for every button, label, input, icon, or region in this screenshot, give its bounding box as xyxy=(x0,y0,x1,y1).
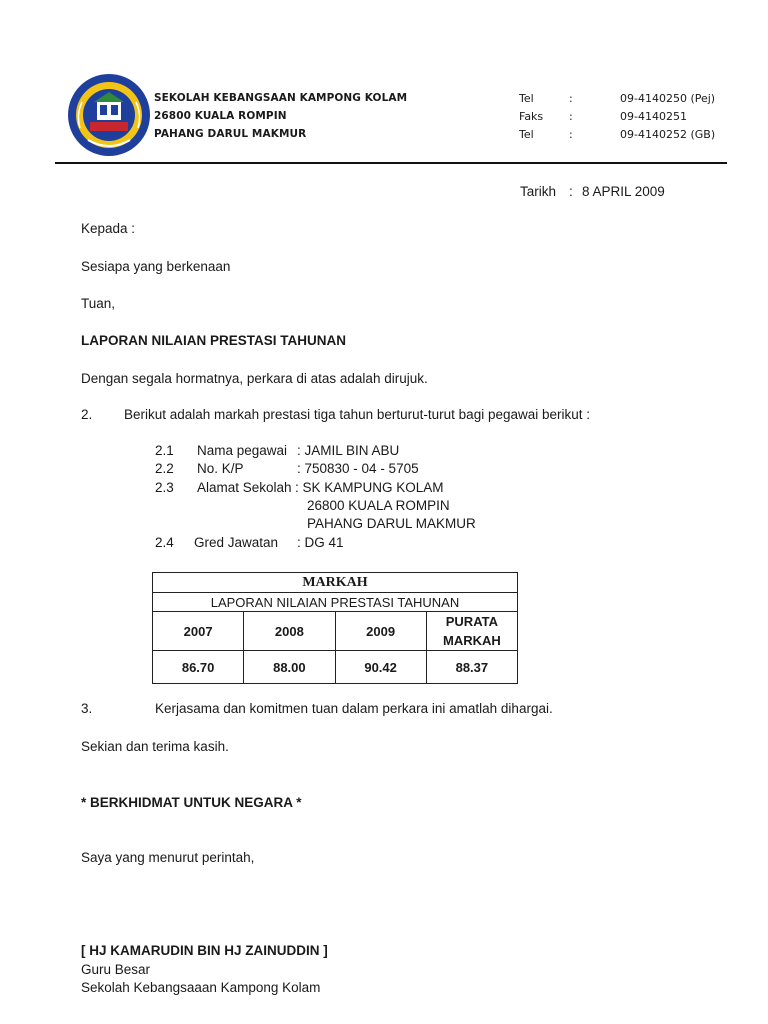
para2-number: 2. xyxy=(81,407,93,422)
contact-value-tel-gb: 09-4140252 (GB) xyxy=(620,128,716,141)
detail-number: 2.2 xyxy=(155,461,174,476)
table-row xyxy=(153,651,518,684)
contact-label-tel-gb: Tel xyxy=(519,128,534,141)
letter-subject: LAPORAN NILAIAN PRESTASI TAHUNAN xyxy=(81,333,346,348)
mark-2007: 86.70 xyxy=(153,651,244,684)
contact-label-fax: Faks xyxy=(519,110,544,123)
signatory-name: [ HJ KAMARUDIN BIN HJ ZAINUDDIN ] xyxy=(81,943,328,958)
para2-text: Berikut adalah markah prestasi tiga tahun berturut-turut bagi pegawai berikut : xyxy=(124,407,591,422)
para3-number: 3. xyxy=(81,701,93,716)
kepada-label: Kepada : xyxy=(81,221,136,236)
school-crest-logo xyxy=(66,72,152,158)
detail-value-name: : JAMIL BIN ABU xyxy=(297,443,400,458)
mark-2008: 88.00 xyxy=(244,651,335,684)
table-subtitle: LAPORAN NILAIAN PRESTASI TAHUNAN xyxy=(153,593,518,612)
contact-value-tel-office: 09-4140250 (Pej) xyxy=(620,92,716,105)
signatory-title: Guru Besar xyxy=(81,962,151,977)
header-year-2007: 2007 xyxy=(153,612,244,651)
salutation: Tuan, xyxy=(81,296,116,311)
table-header-row xyxy=(153,612,518,651)
address-line-2: 26800 KUALA ROMPIN xyxy=(307,498,450,513)
signatory-school: Sekolah Kebangsaaan Kampong Kolam xyxy=(81,980,321,995)
date-label: Tarikh xyxy=(520,184,557,199)
date-sep: : xyxy=(569,184,573,199)
detail-label-grade: Gred Jawatan xyxy=(194,535,279,550)
date-value: 8 APRIL 2009 xyxy=(582,184,665,199)
detail-value-address: : SK KAMPUNG KOLAM xyxy=(295,480,444,495)
contact-label-tel-office: Tel xyxy=(519,92,534,105)
school-postcode-city: 26800 KUALA ROMPIN xyxy=(154,110,287,122)
intro-paragraph: Dengan segala hormatnya, perkara di atas adalah dirujuk. xyxy=(81,371,428,386)
para3-text: Kerjasama dan komitmen tuan dalam perkara ini amatlah dihargai. xyxy=(155,701,553,716)
header-year-2008: 2008 xyxy=(244,612,335,651)
detail-value-grade: : DG 41 xyxy=(297,535,344,550)
contact-sep: : xyxy=(569,128,573,141)
detail-label-ic: No. K/P xyxy=(197,461,244,476)
recipient: Sesiapa yang berkenaan xyxy=(81,259,231,274)
detail-number: 2.4 xyxy=(155,535,174,550)
detail-label-address: Alamat Sekolah xyxy=(197,480,292,495)
header-year-2009: 2009 xyxy=(335,612,426,651)
header-average: PURATA MARKAH xyxy=(426,612,517,651)
detail-number: 2.1 xyxy=(155,443,174,458)
table-title: MARKAH xyxy=(153,573,518,593)
mark-average: 88.37 xyxy=(426,651,517,684)
motto: * BERKHIDMAT UNTUK NEGARA * xyxy=(81,795,302,810)
school-name: SEKOLAH KEBANGSAAN KAMPONG KOLAM xyxy=(154,92,408,104)
sign-off: Saya yang menurut perintah, xyxy=(81,850,255,865)
closing-line: Sekian dan terima kasih. xyxy=(81,739,229,754)
detail-value-ic: : 750830 - 04 - 5705 xyxy=(297,461,419,476)
school-state: PAHANG DARUL MAKMUR xyxy=(154,128,307,140)
contact-value-fax: 09-4140251 xyxy=(620,110,687,123)
marks-table xyxy=(152,572,518,684)
detail-number: 2.3 xyxy=(155,480,174,495)
mark-2009: 90.42 xyxy=(335,651,426,684)
detail-label-name: Nama pegawai xyxy=(197,443,288,458)
contact-sep: : xyxy=(569,92,573,105)
address-line-3: PAHANG DARUL MAKMUR xyxy=(307,516,476,531)
header-divider xyxy=(55,162,727,164)
contact-sep: : xyxy=(569,110,573,123)
